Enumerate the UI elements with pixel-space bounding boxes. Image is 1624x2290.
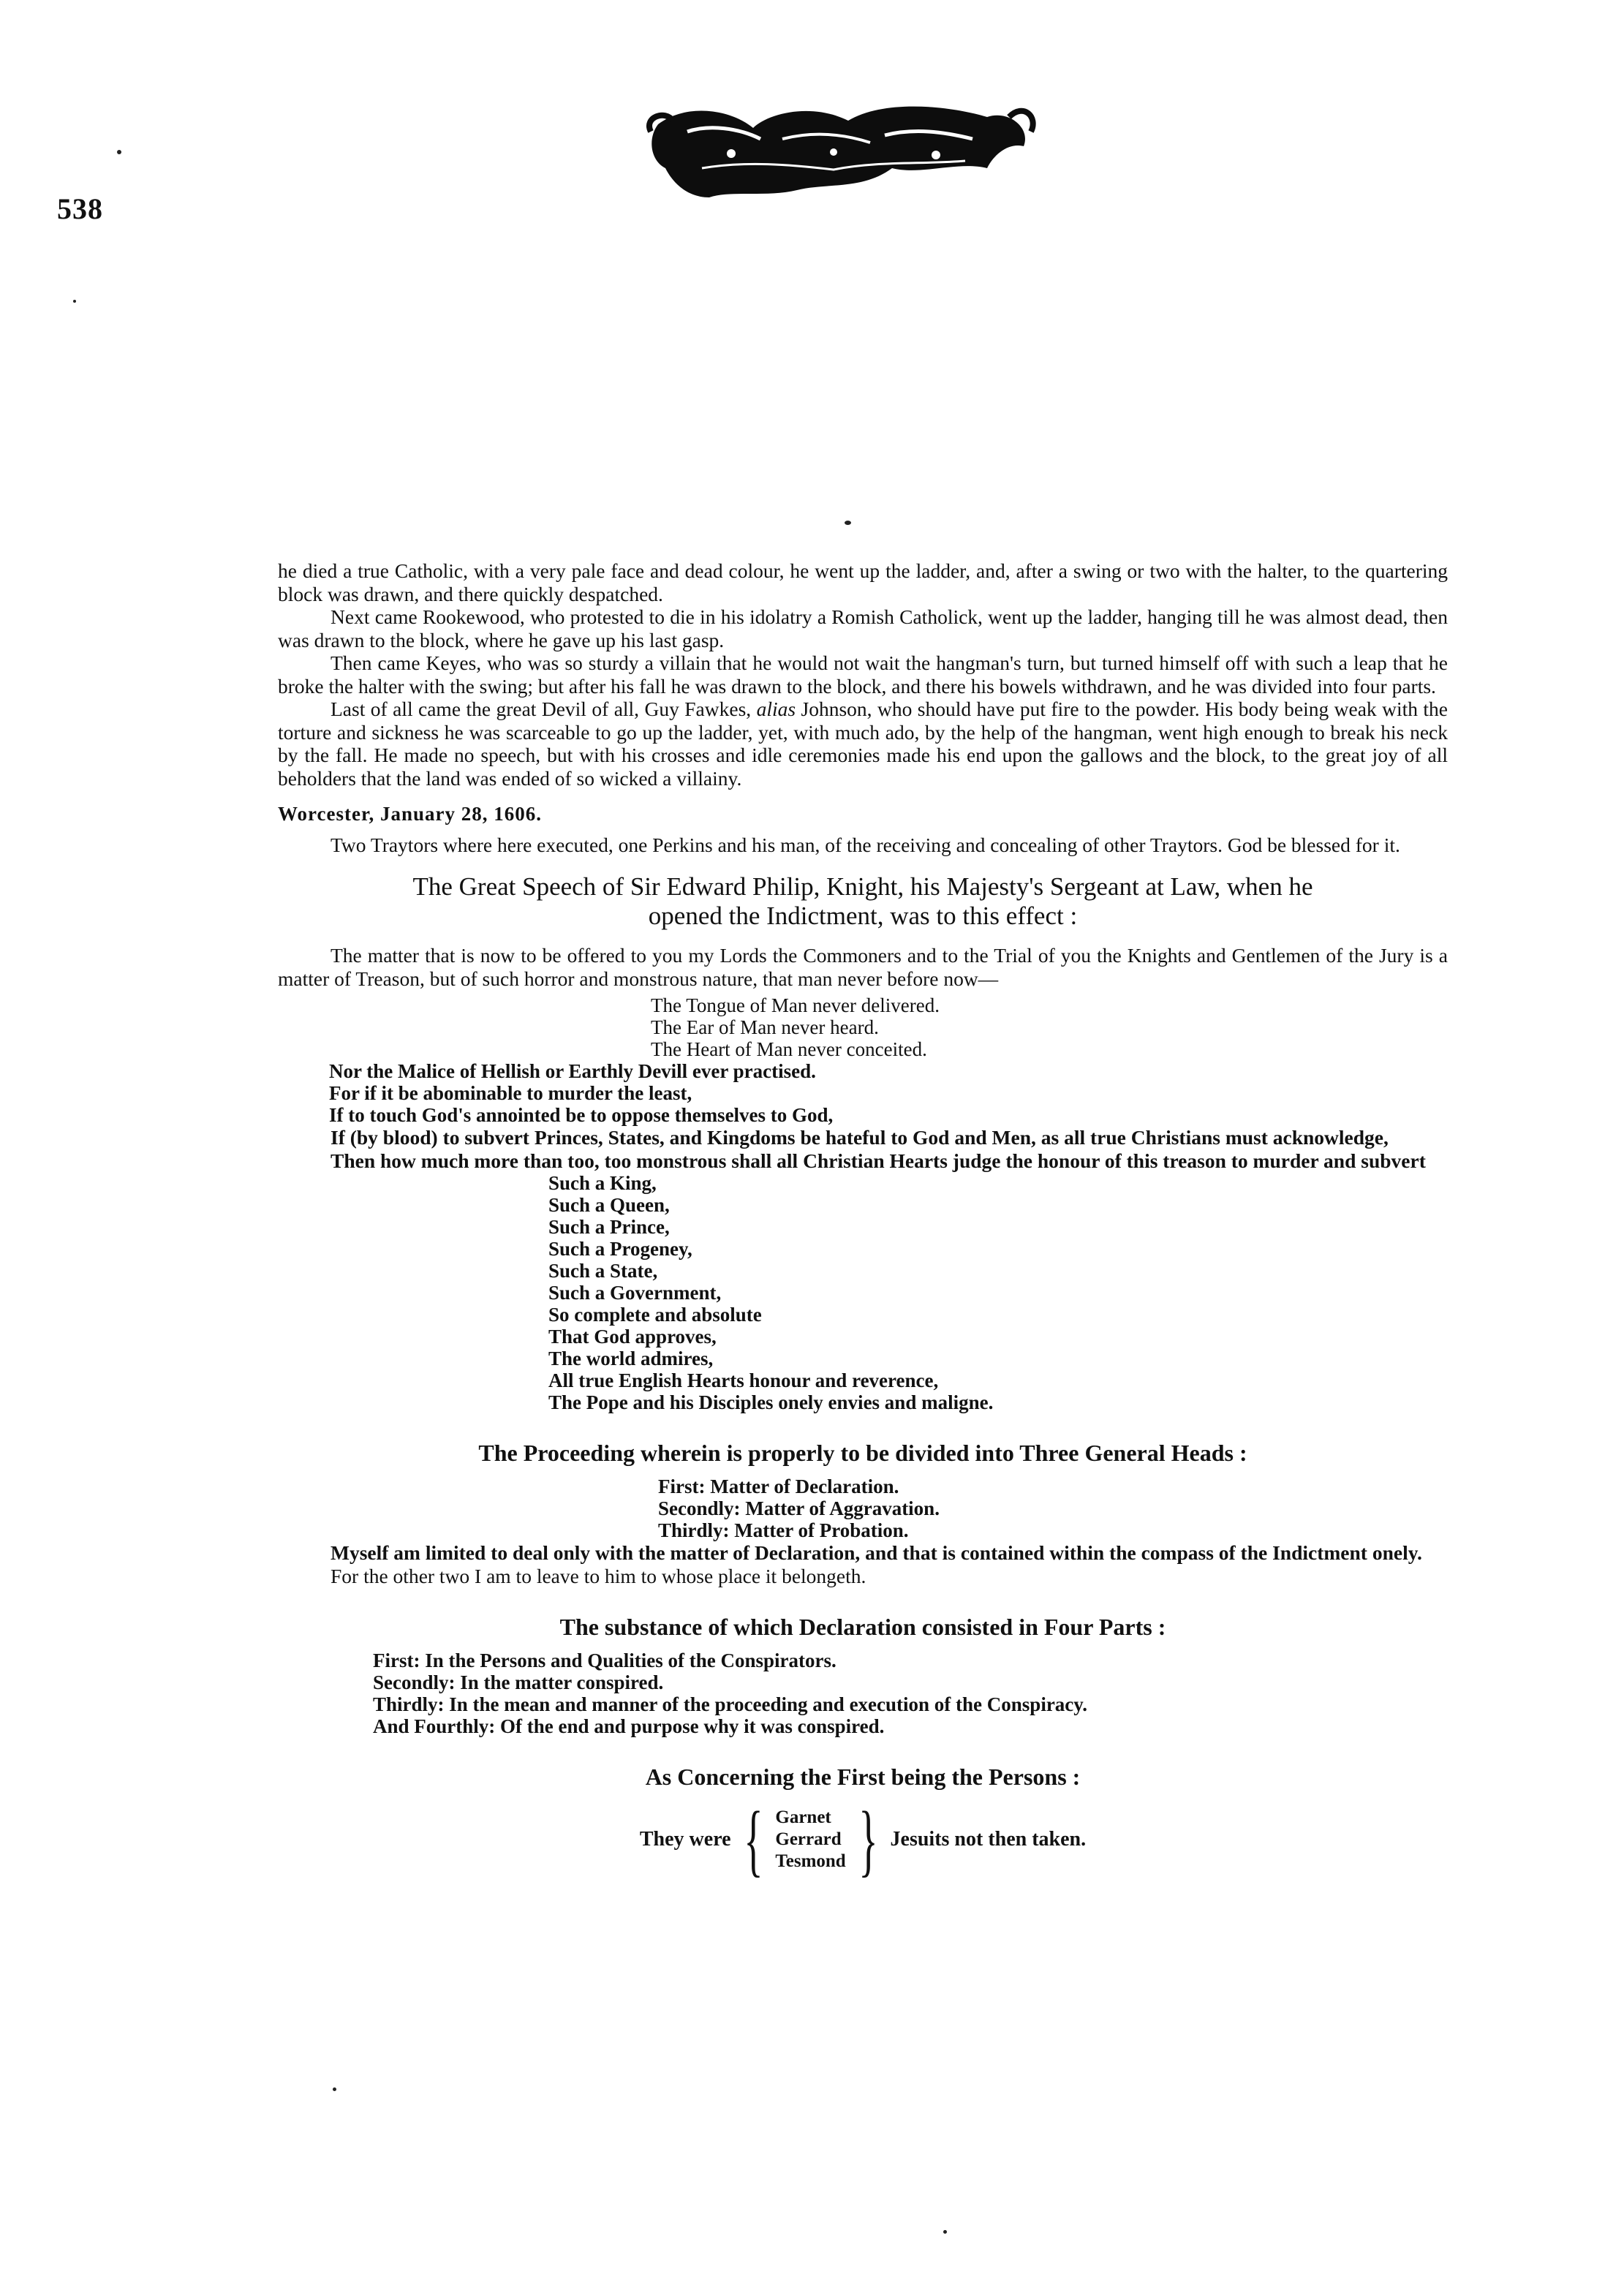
verse-line: The Tongue of Man never delivered. — [651, 994, 940, 1016]
proceeding-heading: The Proceeding wherein is properly to be divided into Three General Heads : — [478, 1440, 1247, 1466]
part-item: First: In the Persons and Qualities of the Conspirators. — [373, 1650, 836, 1671]
persons-heading: As Concerning the First being the Persons : — [645, 1764, 1081, 1790]
substance-heading: The substance of which Declaration consisted in Four Parts : — [559, 1614, 1166, 1640]
person-name: Tesmond — [775, 1851, 846, 1871]
list-item: So complete and absolute — [548, 1304, 762, 1326]
paragraph: Then came Keyes, who was so sturdy a villain that he would not wait the hangman's turn, but turned himself off with such a leap that he broke the halter with the swing; but after his fall he was drawn to the block, and there his bowels withdrawn, and he was divided into four parts. — [278, 651, 1448, 698]
list-item: Such a Prince, — [548, 1216, 670, 1238]
head-item: Secondly: Matter of Aggravation. — [658, 1497, 940, 1519]
header-ornament-image — [643, 88, 1038, 212]
speck-mark — [73, 300, 76, 303]
list-item: The Pope and his Disciples onely envies and maligne. — [548, 1391, 994, 1413]
speck-mark — [333, 2087, 336, 2091]
list-item: Such a State, — [548, 1260, 658, 1282]
right-brace-icon: } — [858, 1795, 878, 1884]
speech-heading-line: The Great Speech of Sir Edward Philip, Knight, his Majesty's Sergeant at Law, when he — [412, 872, 1313, 901]
text-run-italic: alias — [756, 698, 796, 720]
paragraph — [278, 698, 1448, 790]
speck-mark — [117, 150, 121, 154]
person-name: Gerrard — [775, 1829, 842, 1849]
list-item: Such a Progeney, — [548, 1238, 692, 1260]
speech-line: If to touch God's annointed be to oppose themselves to God, — [329, 1104, 834, 1126]
paragraph: Then how much more than too, too monstrous shall all Christian Hearts judge the honour of this treason to murder and subvert — [331, 1149, 1426, 1172]
paragraph: he died a true Catholic, with a very pale face and dead colour, he went up the ladder, and, after a swing or two with the halter, to the quartering block was drawn, and there quickly despatched. — [278, 559, 1448, 605]
left-brace-icon: { — [743, 1795, 763, 1884]
part-item: And Fourthly: Of the end and purpose why it was conspired. — [373, 1715, 885, 1737]
text-run: Johnson, who should have put fire to the powder. His body being weak with the torture and sickness he was scarceable to go up the ladder, yet, with much ado, by the help of the hangman, went high enough to break his neck by the fall. He made no speech, but with his crosses and idle ceremonies made his end upon the gallows and the block, to the great joy of all beholders that the land was ended of so wicked a villainy. — [278, 698, 1449, 790]
persons-tail: Jesuits not then taken. — [890, 1828, 1087, 1851]
speech-heading-line: opened the Indictment, was to this effect : — [648, 902, 1078, 930]
head-item: First: Matter of Declaration. — [658, 1475, 899, 1497]
list-item: Such a Government, — [548, 1282, 722, 1304]
list-item: The world admires, — [548, 1348, 714, 1369]
speech-line: For if it be abominable to murder the least, — [329, 1082, 692, 1104]
dateline: Worcester, January 28, 1606. — [278, 803, 542, 825]
verse-line: The Ear of Man never heard. — [651, 1016, 879, 1038]
persons-brace-group — [278, 1795, 1448, 1884]
page-number: 538 — [57, 192, 103, 225]
list-item: That God approves, — [548, 1326, 717, 1348]
verse-line: The Heart of Man never conceited. — [651, 1038, 927, 1060]
head-item: Thirdly: Matter of Probation. — [658, 1519, 909, 1541]
persons-names — [775, 1807, 845, 1873]
paragraph: Next came Rookewood, who protested to die in his idolatry a Romish Catholick, went up the ladder, hanging till he was almost dead, then was drawn to the block, where he gave up his last gasp. — [278, 605, 1448, 651]
part-item: Secondly: In the matter conspired. — [373, 1671, 664, 1693]
speck-mark — [943, 2230, 947, 2234]
text-run: Last of all came the great Devil of all, Guy Fawkes, — [331, 698, 757, 720]
list-item: Such a Queen, — [548, 1194, 670, 1216]
paragraph: If (by blood) to subvert Princes, States, and Kingdoms be hateful to God and Men, as all true Christians must acknowledge, — [331, 1126, 1389, 1149]
speech-line: Nor the Malice of Hellish or Earthly Devill ever practised. — [329, 1060, 816, 1082]
list-item: All true English Hearts honour and reverence, — [548, 1369, 939, 1391]
paragraph: Myself am limited to deal only with the matter of Declaration, and that is contained within the compass of the Indictment onely. — [331, 1541, 1422, 1564]
part-item: Thirdly: In the mean and manner of the proceeding and execution of the Conspiracy. — [373, 1693, 1088, 1715]
text-column — [278, 559, 1449, 1884]
speech-heading — [278, 872, 1448, 931]
paragraph: For the other two I am to leave to him to whose place it belongeth. — [331, 1564, 866, 1587]
persons-lead: They were — [639, 1828, 731, 1851]
paragraph: Two Traytors where here executed, one Perkins and his man, of the receiving and concealing of other Traytors. God be blessed for it. — [331, 833, 1400, 856]
paragraph: The matter that is now to be offered to you my Lords the Commoners and to the Trial of you the Knights and Gentlemen of the Jury is a matter of Treason, but of such horror and monstrous nature, that man never before now— — [278, 944, 1448, 990]
list-item: Such a King, — [548, 1172, 657, 1194]
person-name: Garnet — [775, 1807, 831, 1827]
speck-mark — [845, 521, 851, 525]
